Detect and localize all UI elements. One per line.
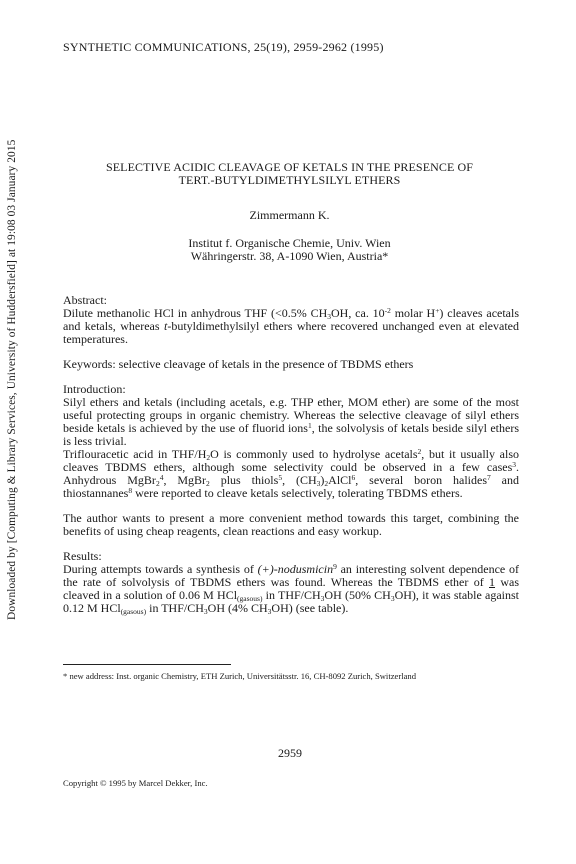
author-affiliation [60, 237, 519, 263]
results-heading: Results: [63, 549, 102, 563]
intro-text-part: , but it usually also cleaves TBDMS ethers, although some selectivity could be observed in a few cases [63, 447, 520, 474]
reference-3: 3 [512, 460, 516, 469]
reference-5: 5 [278, 473, 283, 482]
reference-4: 4 [159, 473, 164, 482]
copyright-notice: Copyright © 1995 by Marcel Dekker, Inc. [63, 778, 208, 788]
subscript: 3 [316, 479, 321, 488]
intro-text-part: were reported to cleave ketals selectively, tolerating TBDMS ethers. [132, 486, 463, 500]
article-title-line-1: SELECTIVE ACIDIC CLEAVAGE OF KETALS IN THE PRESENCE OF [105, 160, 474, 174]
results-text-part: in THF/CH [146, 601, 204, 615]
abstract-text-part: Dilute methanolic HCl in anhydrous THF (<0.5% CH [63, 306, 328, 320]
superscript: + [435, 306, 440, 315]
results-text-part: an interesting solvent dependence of the rate of solvolysis of TBDMS ethers was found. Whereas the TBDMS ether of [63, 562, 519, 589]
introduction-heading: Introduction: [63, 382, 126, 396]
abstract-text-part: -butyldimethylsilyl ethers where recovered unchanged even at elevated temperatures. [63, 319, 519, 346]
journal-header: SYNTHETIC COMMUNICATIONS, 25(19), 2959-2962 (1995) [63, 40, 384, 54]
subscript: 3 [267, 607, 272, 616]
reference-7: 7 [487, 473, 491, 482]
intro-text-part: , the solvolysis of ketals beside silyl ethers is less trivial. [63, 421, 519, 448]
results-text-part: OH), it was stable against 0.12 M HCl [63, 588, 520, 615]
subscript: (gasous) [237, 594, 263, 603]
affiliation-line-2: Währingerstr. 38, A-1090 Wien, Austria* [190, 249, 389, 263]
download-watermark-text: Downloaded by [Computing & Library Services, University of Huddersfield] at 19:08 03 January 2015 [6, 139, 18, 620]
reference-6: 6 [351, 473, 356, 482]
page-number: 2959 [278, 746, 302, 760]
footnote: * new address: Inst. organic Chemistry, ETH Zurich, Universitätsstr. 16, CH-8092 Zurich, Switzerland [63, 671, 416, 681]
article-title [60, 161, 519, 187]
intro-text-part: ) [320, 473, 325, 487]
subscript: 2 [155, 479, 160, 488]
download-watermark [0, 139, 24, 620]
intro-text-part: , (CH [282, 473, 317, 487]
intro-text-part: and thiostannanes [63, 473, 519, 500]
intro-text-part: , MgBr [163, 473, 207, 487]
introduction-paragraph-1 [63, 396, 519, 448]
footnote-divider [63, 664, 231, 665]
results-text-part: OH (4% CH [207, 601, 268, 615]
subscript: 2 [206, 453, 211, 462]
italic-text: t [163, 319, 168, 333]
subscript: 2 [206, 479, 210, 488]
intro-text-part: AlCl [328, 473, 352, 487]
reference-8: 8 [128, 486, 133, 495]
superscript: -2 [384, 306, 391, 315]
results-text-part: During attempts towards a synthesis of [63, 562, 258, 576]
author-name: Zimmermann K. [249, 208, 330, 222]
reference-9: 9 [333, 562, 337, 571]
intro-text-part: plus thiols [209, 473, 279, 487]
results-text-part: OH (50% CH [324, 588, 391, 602]
abstract-text-part: OH, ca. 10 [331, 306, 385, 320]
intro-text-part: , several boron halides [355, 473, 487, 487]
subscript: 2 [324, 479, 329, 488]
intro-text-part: O is commonly used to hydrolyse acetals [210, 447, 418, 461]
intro-text-part: Triflouracetic acid in THF/H [63, 447, 207, 461]
introduction-paragraph-2 [63, 448, 519, 500]
compound-number: 1 [489, 575, 496, 589]
subscript: (gasous) [120, 607, 147, 616]
subscript: 3 [320, 594, 325, 603]
article-title-line-2: TERT.-BUTYLDIMETHYLSILYL ETHERS [178, 173, 401, 187]
abstract-heading: Abstract: [63, 293, 107, 307]
intro-text-part: . Anhydrous MgBr [63, 460, 519, 487]
article-body [63, 294, 519, 615]
intent-paragraph: The author wants to present a more convenient method towards this target, combining the benefits of using cheap reagents, clean reactions and easy workup. [63, 511, 519, 538]
results-text-part: in THF/CH [262, 588, 321, 602]
keywords: Keywords: selective cleavage of ketals in the presence of TBDMS ethers [63, 357, 414, 371]
compound-name-italic: (+)-nodusmicin [257, 562, 334, 576]
subscript: 3 [203, 607, 208, 616]
results-text-part: was cleaved in a solution of 0.06 M HCl [63, 575, 519, 602]
abstract-text-part: ) cleaves acetals and ketals, whereas [63, 306, 520, 333]
subscript: 3 [327, 312, 332, 321]
results-text-part: OH) (see table). [271, 601, 349, 615]
abstract-text-part: molar H [390, 306, 436, 320]
reference-1: 1 [307, 421, 312, 430]
abstract-text [63, 307, 519, 346]
affiliation-line-1: Institut f. Organische Chemie, Univ. Wien [188, 236, 391, 250]
subscript: 3 [390, 594, 395, 603]
results-paragraph [63, 563, 519, 615]
intro-text-part: Silyl ethers and ketals (including acetals, e.g. THP ether, MOM ether) are some of the most useful protecting groups in organic chemistry. Whereas the selective cleavage of silyl ethers beside ketals is achieved by the use of fluorid ions [63, 395, 519, 435]
reference-2: 2 [417, 447, 422, 456]
